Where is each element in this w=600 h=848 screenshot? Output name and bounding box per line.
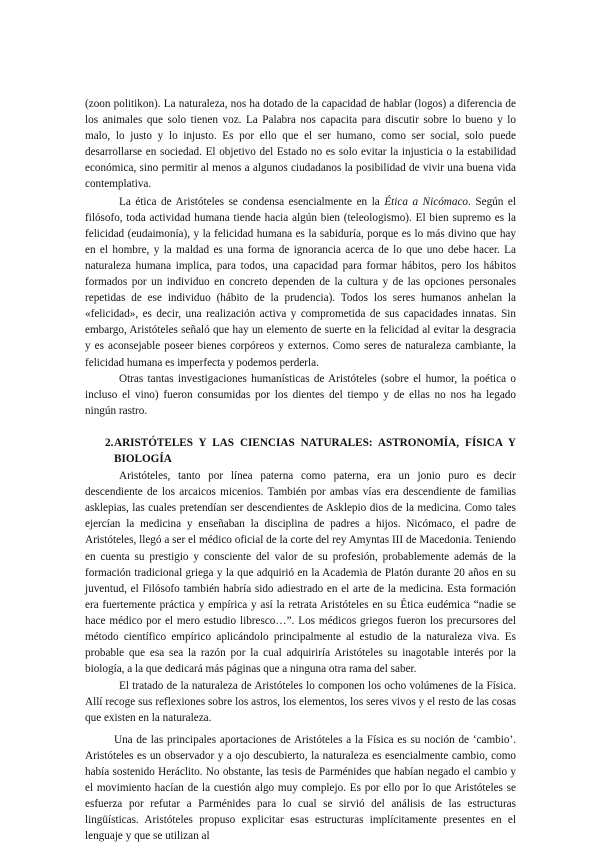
paragraph-ethics	[85, 194, 516, 371]
paragraph-medical-background: Aristóteles, tanto por línea paterna como paterna, era un jonio puro es decir descendiente de los arcaicos micenios. También por ambas vías era descendiente de familias asklepias, las cuales pretendían ser descendientes de Asklepio dios de la medicina. Como tales ejercían la medicina y enseñaban la disciplina de padres a hijos. Nicómaco, el padre de Aristóteles, llegó a ser el médico oficial de la corte del rey Amyntas III de Macedonia. Teniendo en cuenta su prestigio y consciente del valor de su profesión, probablemente además de la formación tradicional griega y la que adquirió en la Academia de Platón durante 20 años en su juventud, el Filósofo también habría sido adiestrado en el arte de la medicina. Esta formación era fuertemente práctica y empírica y así la retrata Aristóteles en su Ética eudémica “nadie se hace médico por el mero estudio libresco…”. Los médicos griegos fueron los precursores del método científico empírico aplicándolo principalmente al estudio de la naturaleza viva. Es probable que esa sea la razón por la cual adquiriría Aristóteles su inagotable interés por la biología, a la que dedicará más páginas que a ninguna otra rama del saber.	[85, 470, 516, 676]
paragraph-politics: (zoon politikon). La naturaleza, nos ha dotado de la capacidad de hablar (logos) a diferencia de los animales que solo tienen voz. La Palabra nos capacita para discutir sobre lo bueno y lo malo, lo justo y lo injusto. Es por ello que el ser humano, como ser social, solo puede desarrollarse en sociedad. El objetivo del Estado no es solo evitar la injusticia o la estabilidad económica, sino permitir al menos a algunos ciudadanos la posibilidad de vivir una buena vida contemplativa.	[85, 98, 516, 191]
paragraph-physics-treatise: El tratado de la naturaleza de Aristóteles lo componen los ocho volúmenes de la Física. Allí recoge sus reflexiones sobre los astros, los elementos, los seres vivos y el resto de las cosas que existen en la naturaleza.	[85, 680, 516, 725]
ethics-text-after: . Según el filósofo, toda actividad humana tiende hacia algún bien (teleologismo). El bien supremo es la felicidad (eudaimonía), y la felicidad humana es la sabiduría, porque es lo más divino que hay en el hombre, y la maldad es una forma de ignorancia acerca de lo que uno debe hacer. La naturaleza humana implica, para todos, una capacidad para formar hábitos, pero los hábitos formados por un individuo en concreto dependen de la cultura y de las opciones personales repetidas de ese individuo (hábito de la prudencia). Todos los seres humanos anhelan la «felicidad», es decir, una realización activa y comprometida de sus capacidades innatas. Sin embargo, Aristóteles señaló que hay un elemento de suerte en la felicidad al evitar la desgracia y es aconsejable poseer bienes corpóreos y externos. Como seres de naturaleza cambiante, la felicidad humana es imperfecta y podemos perderla.	[85, 195, 516, 369]
paragraph-change-notion: Una de las principales aportaciones de Aristóteles a la Física es su noción de ‘cambio’. Aristóteles es un observador y a ojo descubierto, la naturaleza es esencialmente cambio, como había sostenido Heráclito. No obstante, las tesis de Parménides que habían negado el cambio y el movimiento hacían de la cuestión algo muy complejo. Es por ello por lo que Aristóteles se esfuerza por refutar a Parménides para lo cual se sirvió del análisis de las estructuras lingüísticas. Aristóteles propuso explicitar esas estructuras implícitamente presentes en el lenguaje y que se utilizan al	[85, 733, 516, 843]
ethics-text-before: La ética de Aristóteles se condensa esencialmente en la	[119, 195, 385, 208]
section-number: 2.	[105, 436, 114, 449]
section-heading	[85, 435, 516, 467]
section-title: ARISTÓTELES Y LAS CIENCIAS NATURALES: ASTRONOMÍA, FÍSICA Y BIOLOGÍA	[114, 436, 516, 465]
paragraph-humanistic-research: Otras tantas investigaciones humanísticas de Aristóteles (sobre el humor, la poética o incluso el vino) fueron consumidas por los dientes del tiempo y de ellas no nos ha legado ningún rastro.	[85, 372, 516, 417]
book-title-etica-a-nicomaco: Ética a Nicómaco	[384, 195, 469, 208]
